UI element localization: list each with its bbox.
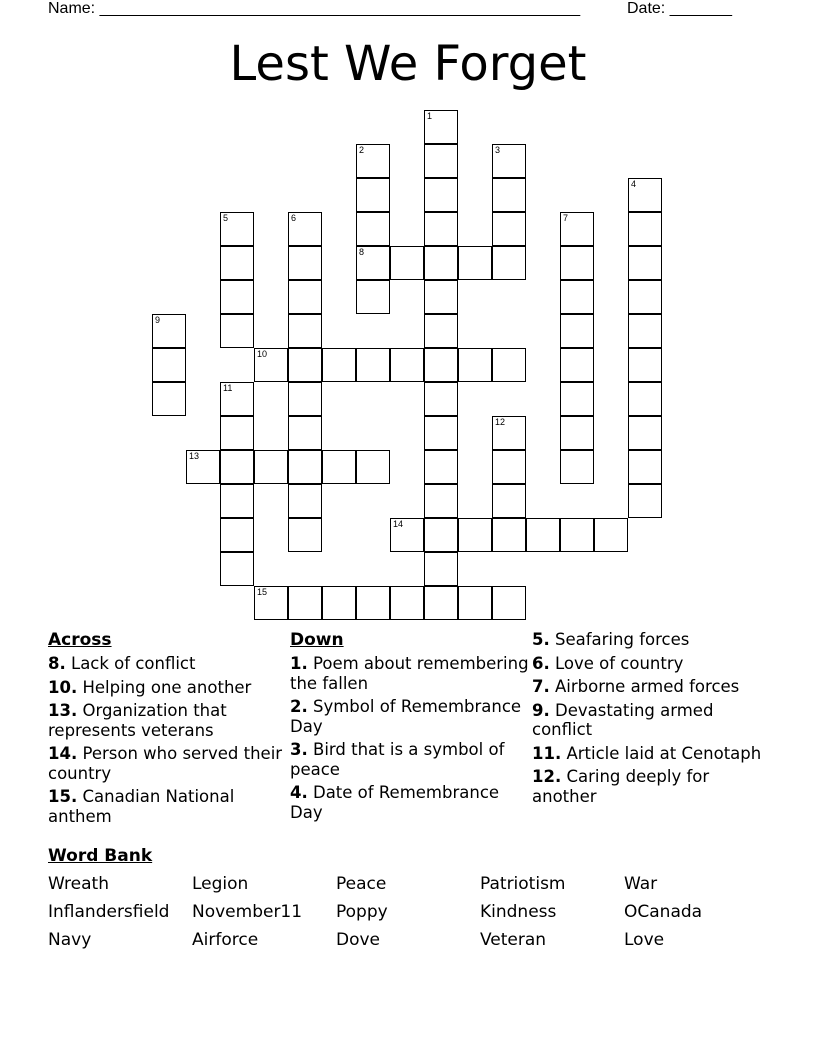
grid-cell[interactable] [560,212,594,246]
clue-number: 14. [48,744,78,763]
grid-cell[interactable] [152,348,186,382]
grid-cell[interactable] [356,212,390,246]
word-bank [48,874,778,950]
clue-item [532,677,772,697]
grid-cell[interactable] [424,382,458,416]
clue-item [290,783,530,822]
grid-cell[interactable] [220,314,254,348]
clue-number: 2. [290,697,308,716]
grid-cell[interactable] [424,144,458,178]
clue-number: 9. [532,700,550,720]
grid-cell[interactable] [254,586,288,620]
across-clue-list [48,654,288,826]
clue-text: Article laid at Cenotaph [561,743,762,763]
grid-cell[interactable] [594,518,628,552]
clue-text: Lack of conflict [65,654,196,673]
clue-number: 6. [532,653,550,673]
down-clues [290,630,530,826]
clue-number: 9 [155,315,161,325]
grid-cell[interactable] [356,450,390,484]
clue-number: 1 [427,111,433,121]
grid-cell[interactable] [492,518,526,552]
grid-cell[interactable] [288,348,322,382]
word-bank-heading: Word Bank [48,846,153,866]
clue-text: Organization that represents veterans [48,701,227,740]
grid-cell[interactable] [492,144,526,178]
grid-cell[interactable] [458,246,492,280]
grid-cell[interactable] [424,212,458,246]
word-bank-word: Airforce [192,930,259,950]
grid-cell[interactable] [390,518,424,552]
word-bank-word: Dove [336,930,381,950]
clue-number: 10 [257,349,268,359]
grid-cell[interactable] [356,144,390,178]
grid-cell[interactable] [288,246,322,280]
clue-text: Poem about remembering the fallen [290,654,529,693]
down-clue-list [290,654,530,822]
clue-number: 13. [48,701,78,720]
grid-cell[interactable] [220,450,254,484]
word-bank-word: Inflandersfield [48,902,170,922]
grid-cell[interactable] [220,484,254,518]
page-title: Lest We Forget [229,36,587,92]
grid-cell[interactable] [220,246,254,280]
grid-cell[interactable] [424,586,458,620]
grid-cell[interactable] [628,382,662,416]
clue-number: 5 [223,213,229,223]
grid-cell[interactable] [390,246,424,280]
grid-cell[interactable] [492,484,526,518]
clue-number: 15 [257,587,268,597]
clue-number: 4 [631,179,637,189]
clue-number: 8. [48,654,66,673]
grid-cell[interactable] [492,348,526,382]
grid-cell[interactable] [288,382,322,416]
grid-cell[interactable] [356,348,390,382]
clue-number: 11. [532,743,562,763]
grid-cell[interactable] [628,178,662,212]
grid-cell[interactable] [492,178,526,212]
grid-cell[interactable] [628,348,662,382]
clue-number: 6 [291,213,297,223]
word-bank-word: November11 [192,902,303,922]
clue-number: 7. [532,677,550,696]
clue-number: 13 [189,451,200,461]
word-bank-word: Veteran [480,930,547,950]
grid-cell[interactable] [288,484,322,518]
clue-number: 5. [532,630,550,649]
grid-cell[interactable] [628,484,662,518]
grid-cell[interactable] [492,416,526,450]
grid-cell[interactable] [560,314,594,348]
date-field-label: Date: _______ [627,0,732,17]
grid-cell[interactable] [560,280,594,314]
clue-number: 3. [290,740,308,759]
clue-item [48,678,288,698]
word-bank-word: War [624,874,658,894]
clue-number: 12. [532,767,562,786]
grid-cell[interactable] [560,246,594,280]
clue-text: Date of Remembrance Day [290,783,500,822]
clue-item [290,654,530,693]
grid-cell[interactable] [254,348,288,382]
clue-number: 2 [359,145,365,155]
clue-text: Bird that is a symbol of peace [290,740,505,779]
grid-cell[interactable] [322,586,356,620]
grid-cell[interactable] [288,416,322,450]
grid-cell[interactable] [424,484,458,518]
grid-cell[interactable] [152,314,186,348]
clue-text: Symbol of Remembrance Day [290,697,522,736]
grid-cell[interactable] [356,280,390,314]
clue-number: 15. [48,787,78,806]
name-field-label: Name: ______________________________________________________ [48,0,581,17]
grid-cell[interactable] [628,212,662,246]
word-bank-word: Legion [192,874,249,894]
grid-cell[interactable] [288,586,322,620]
grid-cell[interactable] [424,246,458,280]
down-heading: Down [290,630,344,650]
clue-item [532,767,772,806]
down-clue-list-continued [532,630,772,806]
grid-cell[interactable] [424,552,458,586]
clue-text: Canadian National anthem [48,787,235,826]
grid-cell[interactable] [458,518,492,552]
word-bank-word: OCanada [624,902,703,922]
grid-cell[interactable] [288,212,322,246]
clue-text: Person who served their country [48,744,283,783]
grid-cell[interactable] [322,348,356,382]
grid-cell[interactable] [424,348,458,382]
grid-cell[interactable] [424,280,458,314]
clue-item [532,701,772,740]
grid-cell[interactable] [424,450,458,484]
clue-item [48,701,288,740]
grid-cell[interactable] [356,178,390,212]
grid-cell[interactable] [356,246,390,280]
grid-cell[interactable] [424,416,458,450]
grid-cell[interactable] [560,450,594,484]
grid-cell[interactable] [424,178,458,212]
grid-cell[interactable] [424,314,458,348]
grid-cell[interactable] [492,450,526,484]
across-clues [48,630,288,830]
grid-cell[interactable] [254,450,288,484]
grid-cell[interactable] [220,212,254,246]
grid-cell[interactable] [492,246,526,280]
grid-cell[interactable] [560,348,594,382]
grid-cell[interactable] [220,518,254,552]
clue-item [48,744,288,783]
grid-cell[interactable] [220,280,254,314]
clue-text: Love of country [549,653,684,673]
clue-number: 3 [495,145,501,155]
clue-text: Seafaring forces [549,630,690,649]
clue-number: 10. [48,677,78,697]
clue-text: Devastating armed conflict [532,700,714,739]
word-bank-word: Love [624,930,665,950]
grid-cell[interactable] [458,348,492,382]
grid-cell[interactable] [288,280,322,314]
grid-cell[interactable] [288,518,322,552]
grid-cell[interactable] [424,518,458,552]
word-bank-word: Peace [336,874,387,894]
clue-item [290,740,530,779]
grid-cell[interactable] [628,246,662,280]
grid-cell[interactable] [390,586,424,620]
clue-item [48,654,288,674]
grid-cell[interactable] [288,450,322,484]
grid-cell[interactable] [152,382,186,416]
grid-cell[interactable] [424,110,458,144]
grid-cell[interactable] [288,314,322,348]
clue-number: 4. [290,783,308,802]
word-bank-word: Kindness [480,902,557,922]
clue-item [48,787,288,826]
grid-cell[interactable] [220,552,254,586]
grid-cell[interactable] [628,314,662,348]
grid-cell[interactable] [356,586,390,620]
grid-cell[interactable] [560,518,594,552]
clue-number: 12 [495,417,506,427]
grid-cell[interactable] [220,382,254,416]
clue-text: Airborne armed forces [549,677,740,696]
clue-number: 1. [290,654,308,673]
clue-number: 11 [223,383,233,393]
grid-cell[interactable] [628,416,662,450]
grid-cell[interactable] [322,450,356,484]
across-heading: Across [48,630,112,650]
grid-cell[interactable] [560,382,594,416]
grid-cell[interactable] [628,450,662,484]
word-bank-word: Patriotism [480,874,566,894]
grid-cell[interactable] [458,586,492,620]
word-bank-word: Poppy [336,902,388,922]
clue-text: Caring deeply for another [532,767,710,806]
clue-item [290,697,530,736]
clue-item [532,654,772,674]
grid-cell[interactable] [492,212,526,246]
clue-number: 7 [563,213,569,223]
grid-cell[interactable] [186,450,220,484]
clue-item [532,744,772,764]
word-bank-word: Navy [48,930,92,950]
clue-number: 14 [393,519,404,529]
grid-cell[interactable] [492,586,526,620]
grid-cell[interactable] [220,416,254,450]
clue-item [532,630,772,650]
clue-text: Helping one another [77,677,252,697]
grid-cell[interactable] [628,280,662,314]
grid-cell[interactable] [526,518,560,552]
grid-cell[interactable] [390,348,424,382]
grid-cell[interactable] [560,416,594,450]
clue-number: 8 [359,247,365,257]
down-clues-continued [532,630,772,810]
word-bank-word: Wreath [48,874,109,894]
